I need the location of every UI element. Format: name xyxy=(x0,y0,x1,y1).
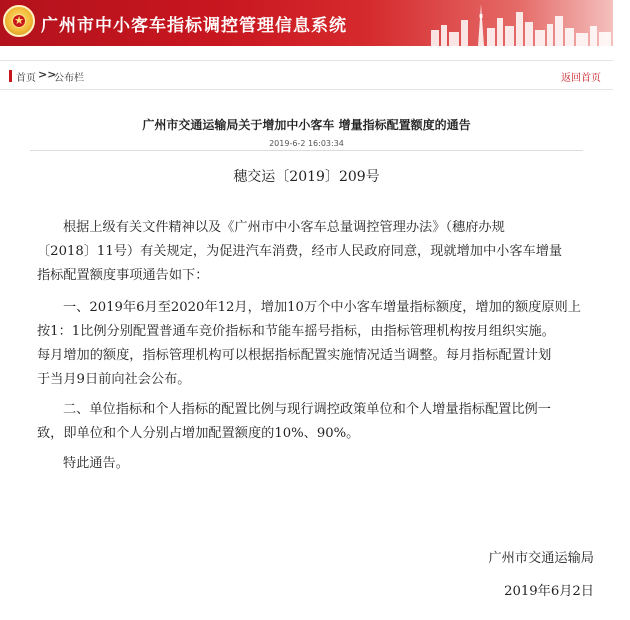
paragraph-1 xyxy=(37,216,562,288)
city-emblem-icon[interactable]: ★ xyxy=(3,5,35,37)
breadcrumb-home-link[interactable]: 首页 xyxy=(16,73,36,84)
issuer-name: 广州市交通运输局 xyxy=(488,551,594,566)
back-home-link[interactable]: 返回首页 xyxy=(561,73,601,84)
title-divider xyxy=(30,150,583,151)
document-number: 穗交运〔2019〕209号 xyxy=(233,169,380,185)
city-skyline-icon xyxy=(423,0,613,46)
paragraph-line: 特此通告。 xyxy=(63,456,129,471)
paragraph-line: 指标配置额度事项通告如下： xyxy=(37,268,209,283)
issue-date: 2019年6月2日 xyxy=(504,584,594,599)
breadcrumb xyxy=(0,60,613,90)
breadcrumb-current-link[interactable]: 公布栏 xyxy=(54,73,84,84)
paragraph-line: 按1：1比例分别配置普通车竞价指标和节能车摇号指标，由指标管理机构按月组织实施。 xyxy=(37,324,555,339)
notice-title: 广州市交通运输局关于增加中小客车 增量指标配置额度的通告 xyxy=(142,118,471,132)
paragraph-line: 于当月9日前向社会公布。 xyxy=(37,372,191,387)
paragraph-3 xyxy=(37,398,551,446)
paragraph-line: 〔2018〕11号）有关规定，为促进汽车消费，经市人民政府同意，现就增加中小客车增量 xyxy=(37,244,563,259)
paragraph-line: 根据上级有关文件精神以及《广州市中小客车总量调控管理办法》（穗府办规 xyxy=(63,220,505,235)
notice-timestamp: 2019-6-2 16:03:34 xyxy=(269,139,344,148)
site-header xyxy=(0,0,613,46)
paragraph-2 xyxy=(37,296,581,392)
paragraph-line: 一、2019年6月至2020年12月，增加10万个中小客车增量指标额度，增加的额度原则上 xyxy=(63,300,581,315)
site-title: 广州市中小客车指标调控管理信息系统 xyxy=(41,16,347,36)
breadcrumb-separator: >> xyxy=(38,68,57,81)
paragraph-line: 致，即单位和个人分别占增加配置额度的10%、90%。 xyxy=(37,426,360,441)
paragraph-line: 二、单位指标和个人指标的配置比例与现行调控政策单位和个人增量指标配置比例一 xyxy=(63,402,551,417)
paragraph-line: 每月增加的额度，指标管理机构可以根据指标配置实施情况适当调整。每月指标配置计划 xyxy=(37,348,552,363)
breadcrumb-marker xyxy=(9,70,12,82)
paragraph-4 xyxy=(37,452,129,476)
